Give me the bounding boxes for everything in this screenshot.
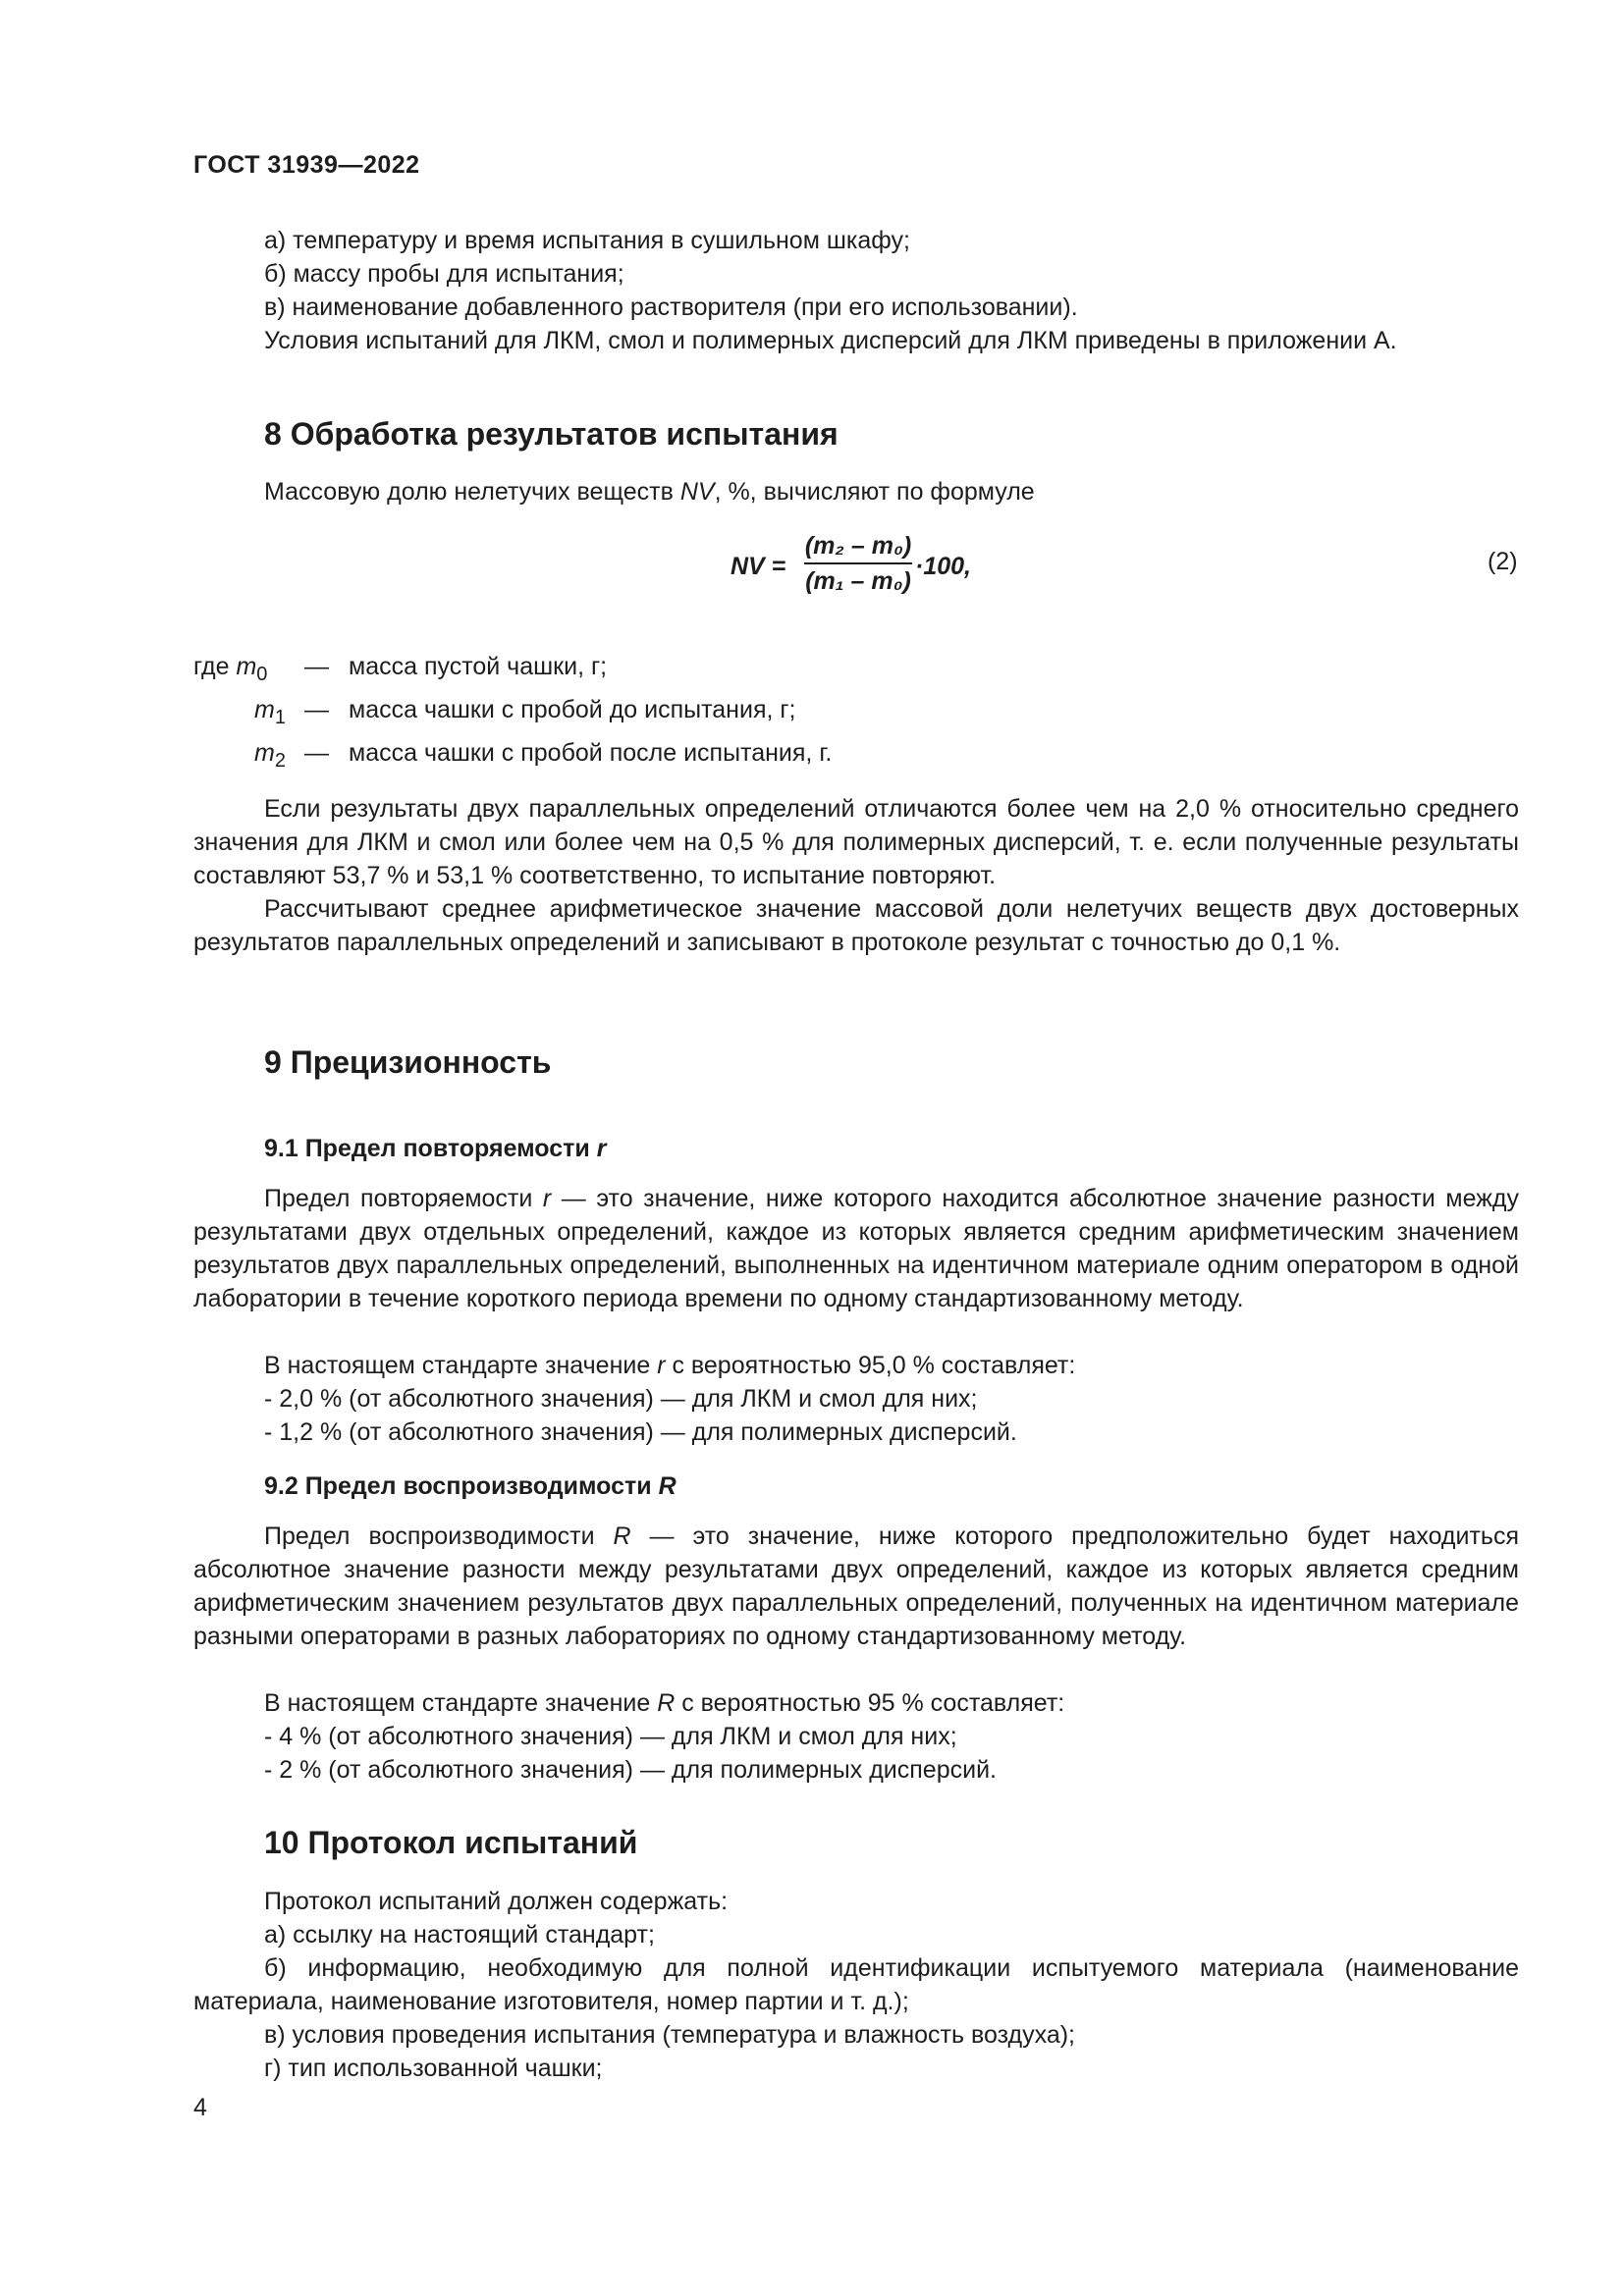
formula-denominator: (m₁ – m₀) xyxy=(805,567,911,595)
subsection-9-1-item-2: - 1,2 % (от абсолютного значения) — для полимерных дисперсий. xyxy=(264,1418,1017,1446)
intro-item-b: б) массу пробы для испытания; xyxy=(264,260,624,288)
intro-note: Условия испытаний для ЛКМ, смол и полимерных дисперсий для ЛКМ приведены в приложении А. xyxy=(264,327,1397,354)
where-m2-text: масса чашки с пробой после испытания, г. xyxy=(349,739,833,767)
section-8-intro: Массовую долю нелетучих веществ NV, %, вычисляют по формуле xyxy=(264,478,1035,506)
intro-item-a: а) температуру и время испытания в сушильном шкафу; xyxy=(264,227,911,254)
page-number: 4 xyxy=(193,2094,207,2121)
section-10-item-a: а) ссылку на настоящий стандарт; xyxy=(264,1921,655,1949)
where-m1-dash: — xyxy=(304,696,329,723)
formula-lhs: NV = xyxy=(731,553,786,580)
where-m0-dash: — xyxy=(304,653,329,680)
section-10-item-c: в) условия проведения испытания (температура и влажность воздуха); xyxy=(264,2021,1075,2049)
section-10-item-b: б) информацию, необходимую для полной идентификации испытуемого материала (наименование материала, наименование изготовителя, номер партии и т. д.); xyxy=(193,1954,1519,2015)
subsection-9-2-item-1: - 4 % (от абсолютного значения) — для ЛКМ и смол для них; xyxy=(264,1723,957,1750)
subsection-9-1-item-1: - 2,0 % (от абсолютного значения) — для ЛКМ и смол для них; xyxy=(264,1385,978,1413)
where-m0: где $m_0$ xyxy=(193,653,268,685)
formula-nv xyxy=(731,532,986,601)
section-8-para-1: Если результаты двух параллельных определений отличаются более чем на 2,0 % относительно среднего значения для ЛКМ и смол или более чем на 0,5 % для полимерных дисперсий, т. е. если полученные результаты составляют 53,7 % и 53,1 % соответственно, то испытание повторяют. xyxy=(193,795,1519,889)
subsection-9-1-title: 9.1 Предел повторяемости r xyxy=(264,1135,607,1162)
section-8-title: 8 Обработка результатов испытания xyxy=(264,416,839,452)
subsection-9-2-title: 9.2 Предел воспроизводимости R xyxy=(264,1472,677,1500)
standard-header: ГОСТ 31939—2022 xyxy=(193,151,420,179)
section-10-item-d: г) тип использованной чашки; xyxy=(264,2055,603,2082)
section-8-para-2: Рассчитывают среднее арифметическое значение массовой доли нелетучих веществ двух достоверных результатов параллельных определений и записывают в протоколе результат с точностью до 0,1 %. xyxy=(193,895,1519,956)
where-m1-text: масса чашки с пробой до испытания, г; xyxy=(349,696,796,723)
where-m2-dash: — xyxy=(304,739,329,767)
formula-tail: ·100, xyxy=(915,553,971,580)
subsection-9-2-para: Предел воспроизводимости R — это значение, ниже которого предположительно будет находиться абсолютное значение разности между результатами двух определений, каждое из которых является средним арифметическим значением результатов двух параллельных определений, полученных на идентичном материале разными операторами в разных лабораториях по одному стандартизованному методу. xyxy=(193,1522,1519,1650)
subsection-9-1-para: Предел повторяемости r — это значение, ниже которого находится абсолютное значение разности между результатами двух отдельных определений, каждое из которых является средним арифметическим значением результатов двух параллельных определений, выполненных на идентичном материале одним оператором в одной лаборатории в течение короткого периода времени по одному стандартизованному методу. xyxy=(193,1185,1519,1312)
where-m1: $m_1$ xyxy=(254,696,286,728)
section-10-intro: Протокол испытаний должен содержать: xyxy=(264,1888,729,1915)
where-m2: $m_2$ xyxy=(254,739,286,772)
subsection-9-2-item-2: - 2 % (от абсолютного значения) — для полимерных дисперсий. xyxy=(264,1756,997,1784)
formula-fraction xyxy=(804,532,912,598)
where-m0-text: масса пустой чашки, г; xyxy=(349,653,608,680)
section-10-title: 10 Протокол испытаний xyxy=(264,1825,638,1860)
section-9-title: 9 Прецизионность xyxy=(264,1044,552,1080)
subsection-9-1-value: В настоящем стандарте значение r с вероятностью 95,0 % составляет: xyxy=(264,1352,1076,1379)
subsection-9-2-value: В настоящем стандарте значение R с вероятностью 95 % составляет: xyxy=(264,1689,1065,1717)
formula-numerator: (m₂ – m₀) xyxy=(804,532,912,560)
intro-item-c: в) наименование добавленного растворителя (при его использовании). xyxy=(264,294,1078,321)
equation-number: (2) xyxy=(1488,548,1518,575)
